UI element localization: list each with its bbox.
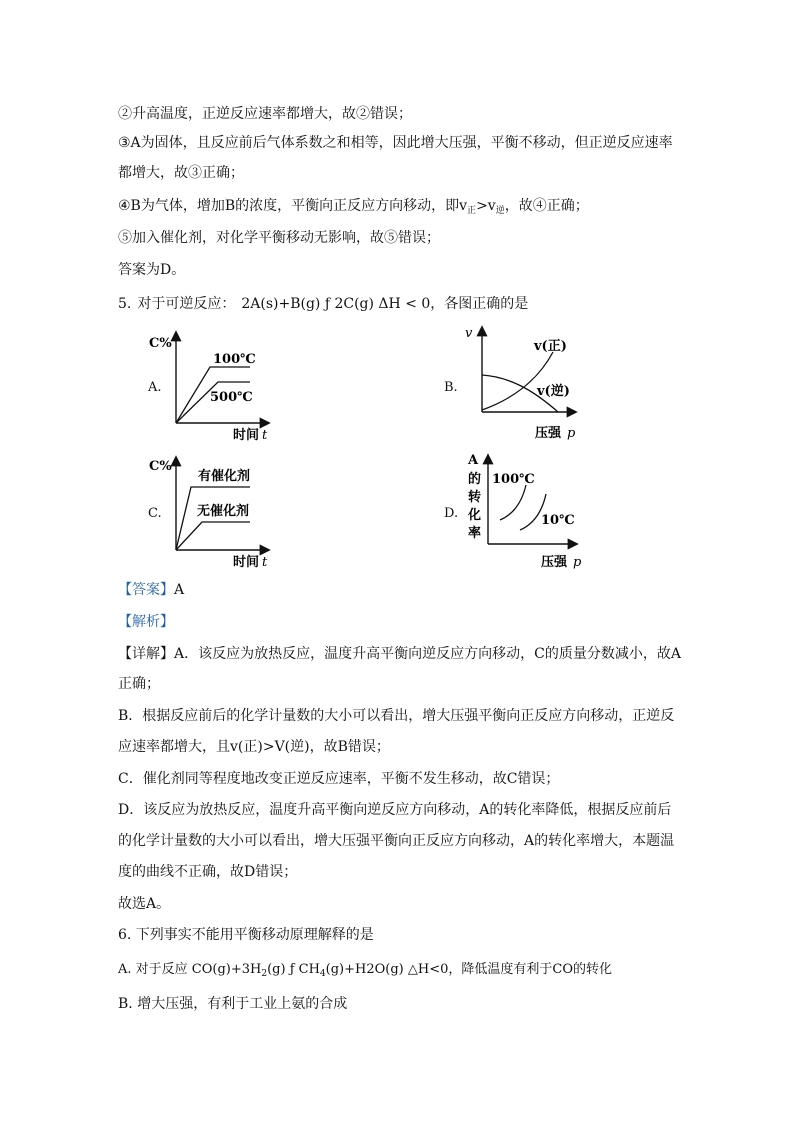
x-label: 时间 — [233, 555, 260, 570]
text-line: 都增大，故③正确； — [118, 165, 244, 181]
series-label: 100℃ — [492, 472, 535, 487]
option-d-label: D. — [444, 506, 459, 521]
svg-text:率: 率 — [468, 526, 482, 541]
text-line: ②升高温度，正逆反应速率都增大，故②错误； — [118, 106, 412, 122]
series-label: v(逆) — [537, 384, 570, 399]
text-line: 答案为D。 — [118, 262, 186, 278]
option-a-label: A. — [148, 380, 162, 395]
text-line: ⑤加入催化剂，对化学平衡移动无影响，故⑤错误； — [118, 230, 440, 246]
svg-text:转: 转 — [468, 490, 482, 505]
series-without-catalyst-line — [176, 522, 250, 550]
series-100c-curve — [500, 485, 526, 520]
detail-line: C．催化剂同等程度地改变正逆反应速率，平衡不发生移动，故C错误； — [118, 771, 560, 787]
option-b-label: B. — [444, 380, 458, 395]
svg-text:化: 化 — [468, 508, 482, 523]
series-label: 10℃ — [541, 513, 575, 528]
x-label: 压强 — [541, 555, 568, 570]
detail-line: 度的曲线不正确，故D错误； — [118, 864, 298, 880]
chart-c — [140, 452, 290, 577]
series-label: v(正) — [534, 339, 567, 354]
detail-line: 【详解】A．该反应为放热反应，温度升高平衡向逆反应方向移动，C的质量分数减小，故A — [118, 646, 681, 662]
svg-text:A: A — [468, 453, 479, 468]
x-var: t — [262, 428, 268, 443]
text-line: ③A为固体，且反应前后气体系数之和相等，因此增大压强，平衡不移动，但正逆反应速率 — [118, 135, 673, 151]
x-label: 压强 — [535, 426, 562, 441]
x-label: 时间 — [233, 428, 260, 443]
question-5: 5. 对于可逆反应： 2A(s)+B(g) ƒ 2C(g) ΔH < 0，各图正确的是 — [118, 296, 529, 312]
y-label: C% — [149, 336, 172, 351]
detail-line: D．该反应为放热反应，温度升高平衡向逆反应方向移动，A的转化率降低，根据反应前后 — [118, 802, 672, 818]
x-var: p — [567, 426, 576, 441]
chart-a — [140, 325, 290, 450]
detail-line: 正确； — [118, 676, 160, 692]
option-c-label: C. — [148, 506, 162, 521]
chart-d — [458, 450, 603, 575]
series-label: 500℃ — [210, 390, 253, 405]
x-var: t — [262, 555, 268, 570]
answer-line: 【答案】A — [118, 582, 185, 598]
x-var: p — [573, 555, 582, 570]
series-v-forward-curve — [482, 352, 553, 410]
question-6-option-a: A. 对于反应 $CO(g)+3H_2(g)$ ƒ $CH_4(g)+H2O(g)$ △H<0，降低温度有利于CO的转化 — [118, 962, 612, 979]
series-label: 100℃ — [213, 352, 256, 367]
svg-text:的: 的 — [468, 472, 482, 487]
analysis-tag: 【解析】 — [118, 614, 174, 630]
y-label: v — [465, 326, 473, 341]
series-label: 无催化剂 — [197, 504, 250, 519]
y-label: C% — [149, 459, 172, 474]
y-label — [467, 453, 481, 541]
question-6-option-b: B. 增大压强，有利于工业上氨的合成 — [118, 996, 348, 1012]
detail-line: 故选A。 — [118, 896, 171, 912]
detail-line: 的化学计量数的大小可以看出，增大压强平衡向正反应方向移动，A的转化率增大，本题温 — [118, 833, 675, 849]
detail-line: B．根据反应前后的化学计量数的大小可以看出，增大压强平衡向正反应方向移动，正逆反 — [118, 708, 675, 724]
chart-b — [455, 322, 600, 447]
series-label: 有催化剂 — [198, 469, 251, 484]
detail-line: 应速率都增大，且v(正)>V(逆)，故B错误； — [118, 739, 390, 755]
text-line: ④B为气体，增加B的浓度，平衡向正反应方向移动，即$v_正>v_逆$，故④正确； — [118, 198, 589, 216]
question-6: 6. 下列事实不能用平衡移动原理解释的是 — [118, 927, 374, 943]
